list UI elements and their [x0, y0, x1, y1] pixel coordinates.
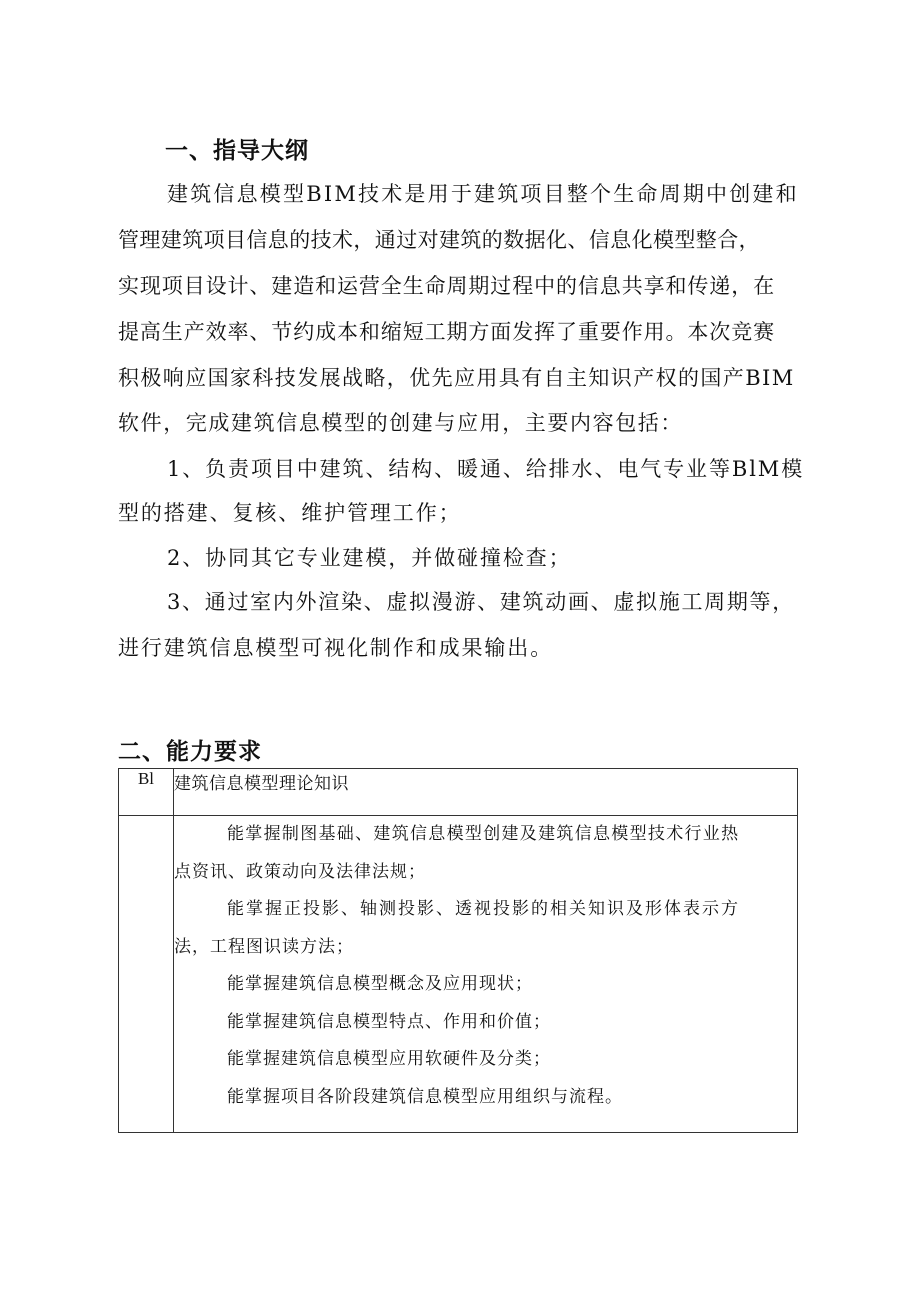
list-item-line: 2、协同其它专业建模，并做碰撞检查； [167, 546, 572, 570]
requirement-line: 能掌握建筑信息模型特点、作用和价值； [227, 1011, 551, 1032]
list-item-line: 1、负责项目中建筑、结构、暖通、给排水、电气专业等BlM模 [167, 457, 805, 481]
list-item-line: 进行建筑信息模型可视化制作和成果输出。 [118, 636, 554, 660]
paragraph-line: 管理建筑项目信息的技术，通过对建筑的数据化、信息化模型整合， [118, 228, 760, 252]
list-item-line: 型的搭建、复核、维护管理工作； [118, 501, 462, 525]
requirement-line: 能掌握制图基础、建筑信息模型创建及建筑信息模型技术行业热 [227, 824, 740, 844]
section-heading-guideline: 一、指导大纲 [165, 138, 309, 164]
paragraph-line: 建筑信息模型BIM技术是用于建筑项目整个生命周期中创建和 [167, 182, 799, 206]
paragraph-line: 软件，完成建筑信息模型的创建与应用，主要内容包括： [118, 411, 683, 435]
paragraph-line: 提高生产效率、节约成本和缩短工期方面发挥了重要作用。本次竞赛 [118, 320, 775, 344]
paragraph-line: 实现项目设计、建造和运营全生命周期过程中的信息共享和传递，在 [118, 274, 775, 298]
table-title: 建筑信息模型理论知识 [174, 774, 349, 794]
list-item-line: 3、通过室内外渲染、虚拟漫游、建筑动画、虚拟施工周期等， [167, 590, 795, 614]
table-empty-code-cell [119, 816, 174, 1133]
requirement-line: 能掌握建筑信息模型概念及应用现状； [227, 974, 533, 994]
paragraph-line: 积极响应国家科技发展战略，优先应用具有自主知识产权的国产BIM [118, 366, 795, 390]
table-row [119, 769, 798, 816]
table-code-cell: Bl [119, 769, 174, 816]
requirement-line: 点资讯、政策动向及法律法规； [174, 861, 426, 882]
table-content-cell [174, 816, 798, 1133]
table-title-cell [174, 769, 798, 816]
ability-table [118, 768, 798, 1133]
requirement-line: 能掌握建筑信息模型应用软硬件及分类； [227, 1049, 551, 1069]
table-row [119, 816, 798, 1133]
requirement-line: 法，工程图识读方法； [174, 936, 354, 957]
section-heading-ability: 二、能力要求 [118, 739, 262, 765]
requirement-line: 能掌握正投影、轴测投影、透视投影的相关知识及形体表示方 [227, 899, 740, 919]
requirement-line: 能掌握项目各阶段建筑信息模型应用组织与流程。 [227, 1086, 623, 1107]
